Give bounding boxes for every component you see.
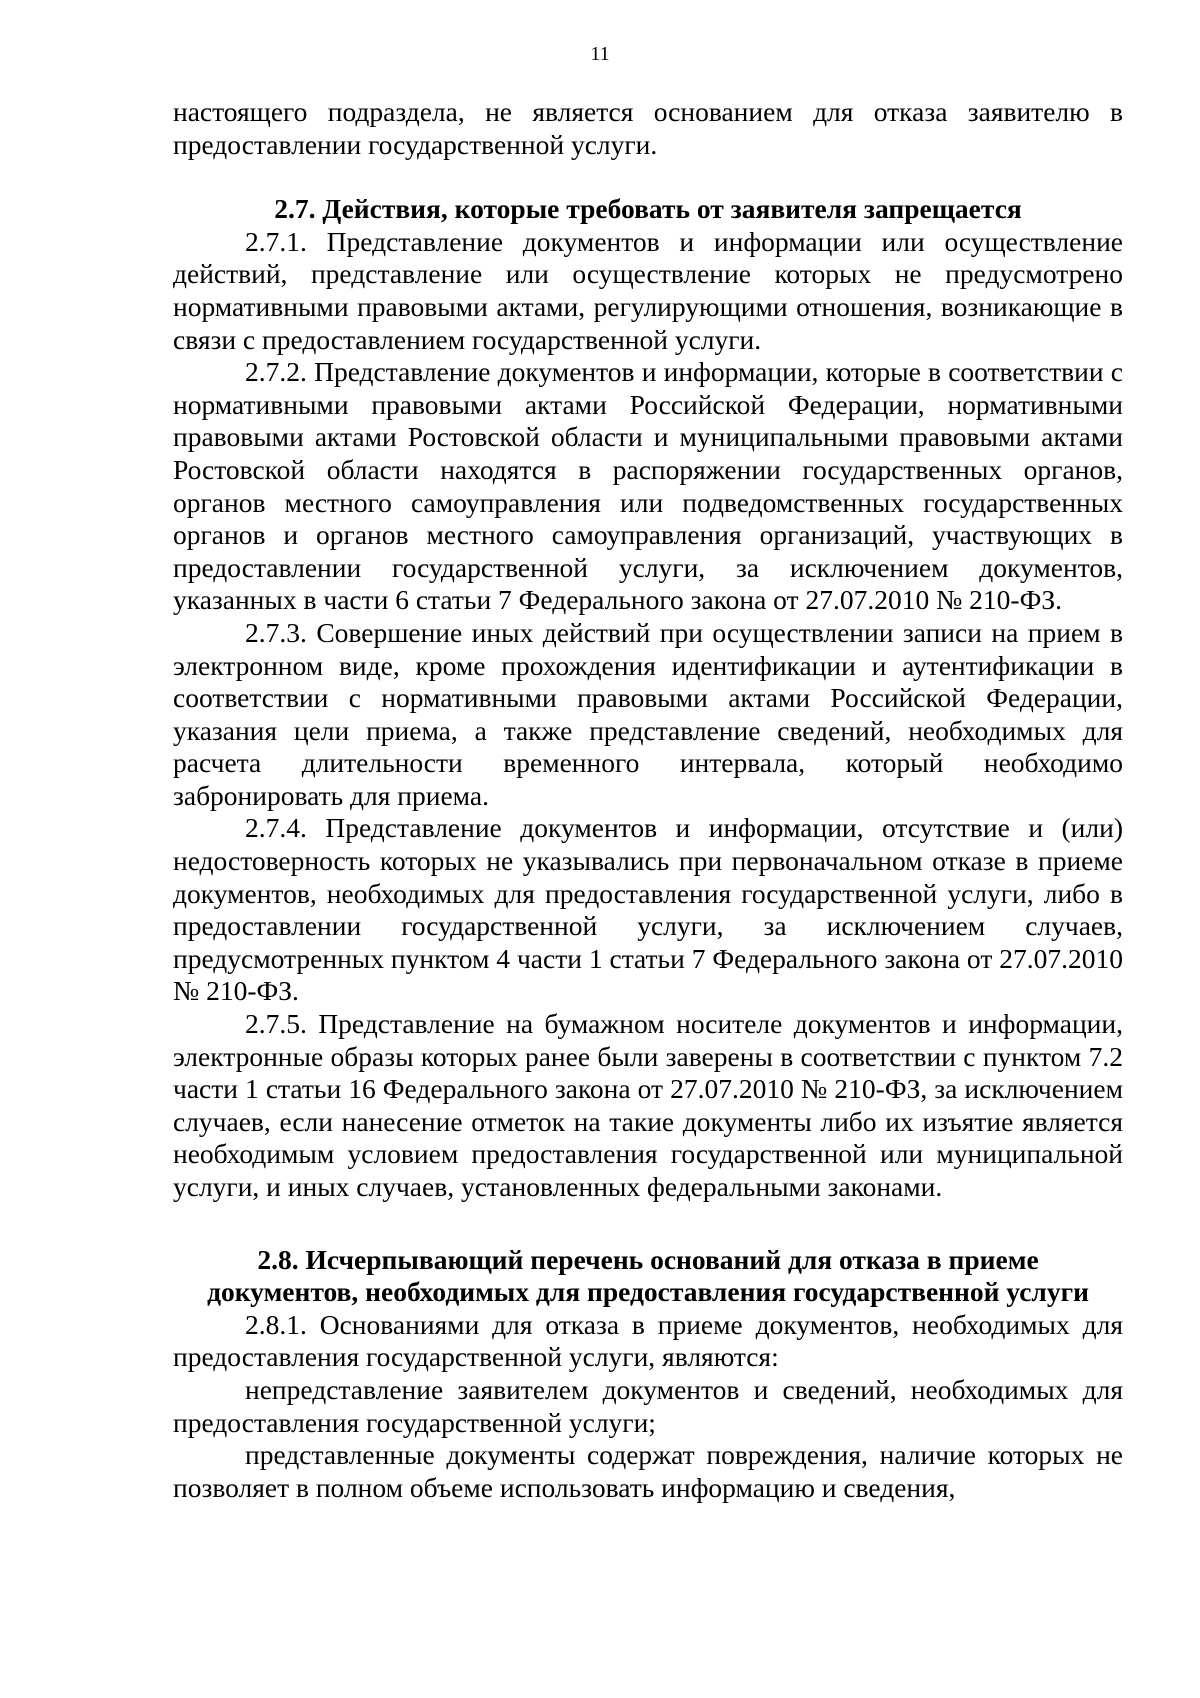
section-2-8-heading-line-1: 2.8. Исчерпывающий перечень оснований для отказа в приеме [257, 1243, 1039, 1275]
section-2-7-heading: 2.7. Действия, которые требовать от заявителя запрещается [274, 193, 1022, 225]
paragraph-2-7-1: 2.7.1. Представление документов и информации или осуществление действий, представление или осуществление которых не предусмотрено нормативными правовыми актами, регулирующими отношения, возникающие в связи с предоставлением государственной услуги. [173, 225, 1123, 355]
paragraph-2-7-3: 2.7.3. Совершение иных действий при осуществлении записи на прием в электронном виде, кроме прохождения идентификации и аутентификации в соответствии с нормативными правовыми актами Российской Федерации, указания цели приема, а также представление сведений, необходимых для расчета длительности временного интервала, который необходимо забронировать для приема. [173, 616, 1123, 811]
section-2-8-heading [173, 1244, 1123, 1309]
page-number: 11 [590, 43, 610, 65]
paragraph-2-7-4: 2.7.4. Представление документов и информации, отсутствие и (или) недостоверность которых не указывались при первоначальном отказе в приеме документов, необходимых для предоставления государственной услуги, либо в предоставлении государственной услуги, за исключением случаев, предусмотренных пунктом 4 части 1 статьи 7 Федерального закона от 27.07.2010 № 210-ФЗ. [173, 812, 1123, 1007]
intro-continuation-paragraph: настоящего подраздела, не является основанием для отказа заявителю в предоставлении государственной услуги. [173, 96, 1123, 160]
section-2-8-heading-line-2: документов, необходимых для предоставления государственной услуги [207, 1276, 1089, 1308]
paragraph-2-7-5: 2.7.5. Представление на бумажном носителе документов и информации, электронные образы которых ранее были заверены в соответствии с пунктом 7.2 части 1 статьи 16 Федерального закона от 27.07.2010 № 210-ФЗ, за исключением случаев, если нанесение отметок на такие документы либо их изъятие является необходимым условием предоставления государственной или муниципальной услуги, и иных случаев, установленных федеральными законами. [173, 1008, 1123, 1202]
document-body [173, 96, 1123, 1504]
list-item-no-documents: непредставление заявителем документов и сведений, необходимых для предоставления государственной услуги; [173, 1373, 1123, 1438]
paragraph-2-7-2: 2.7.2. Представление документов и информации, которые в соответствии с нормативными правовыми актами Российской Федерации, нормативными правовыми актами Ростовской области и муниципальными правовыми актами Ростовской области находятся в распоряжении государственных органов, органов местного самоуправления или подведомственных государственных органов и органов местного самоуправления организаций, участвующих в предоставлении государственной услуги, за исключением документов, указанных в части 6 статьи 7 Федерального закона от 27.07.2010 № 210-ФЗ. [173, 356, 1123, 616]
list-item-damaged-documents: представленные документы содержат повреждения, наличие которых не позволяет в полном объеме использовать информацию и сведения, [173, 1439, 1123, 1503]
paragraph-2-8-1: 2.8.1. Основаниями для отказа в приеме документов, необходимых для предоставления государственной услуги, являются: [173, 1308, 1123, 1373]
